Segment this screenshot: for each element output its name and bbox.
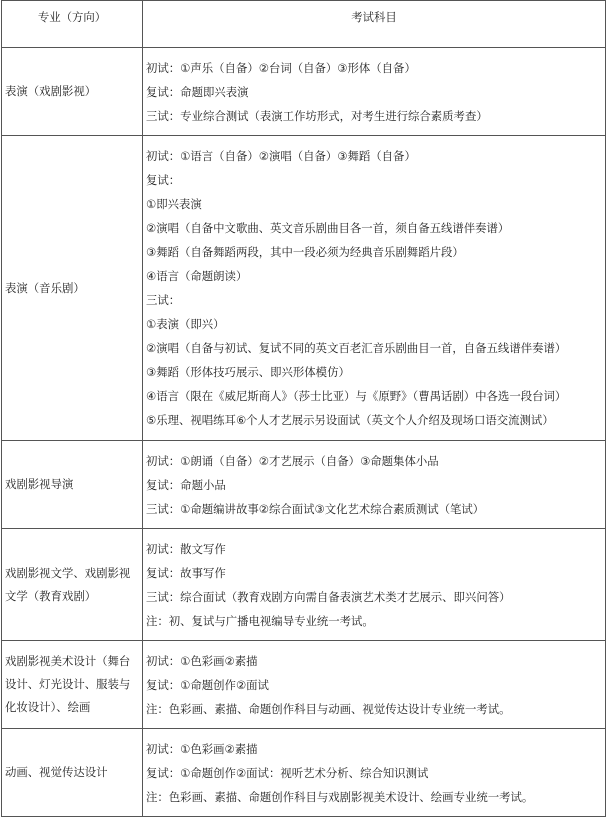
subject-line: ②演唱（自备中文歌曲、英文音乐剧曲目各一首，须自备五线谱伴奏谱）	[146, 221, 510, 235]
subject-line: 初试：①声乐（自备）②台词（自备）③形体（自备）	[146, 60, 416, 75]
subject-line: ①即兴表演	[146, 197, 202, 211]
table-row	[2, 136, 606, 441]
table-row	[2, 641, 606, 729]
subject-line: ④语言（限在《威尼斯商人》（莎士比亚）与《原野》（曹禺话剧）中各选一段台词）	[146, 389, 567, 403]
table-header-row	[2, 1, 606, 48]
subject-line: 初试：①朗诵（自备）②才艺展示（自备）③命题集体小品	[146, 453, 439, 468]
header-subjects: 考试科目	[143, 1, 606, 48]
table-row	[2, 529, 606, 641]
subject-line: ②演唱（自备与初试、复试不同的英文百老汇音乐剧曲目一首，自备五线谱伴奏谱）	[146, 341, 567, 355]
table-row	[2, 729, 606, 817]
subject-line: ④语言（命题朗读）	[146, 269, 248, 283]
subjects-cell	[143, 136, 606, 441]
subjects-cell	[143, 441, 606, 529]
subject-line: ①表演（即兴）	[146, 317, 225, 331]
exam-subjects-table	[1, 0, 606, 817]
subjects-cell	[143, 729, 606, 817]
subject-line: 复试：命题小品	[146, 477, 226, 492]
subject-line: 复试：	[146, 173, 181, 187]
table-row	[2, 48, 606, 136]
major-cell: 戏剧影视美术设计（舞台设计、灯光设计、服装与化妆设计）、绘画	[2, 641, 143, 729]
subject-line: 注：色彩画、素描、命题创作科目与戏剧影视美术设计、绘画专业统一考试。	[146, 789, 534, 804]
major-cell: 动画、视觉传达设计	[2, 729, 143, 817]
subject-line: ③舞蹈（自备舞蹈两段，其中一段必须为经典音乐剧舞蹈片段）	[146, 245, 464, 259]
major-cell: 表演（音乐剧）	[2, 136, 143, 441]
subject-line: 注：初、复试与广播电视编导专业统一考试。	[146, 613, 374, 628]
subject-line: 注：色彩画、素描、命题创作科目与动画、视觉传达设计专业统一考试。	[146, 701, 511, 716]
table-row	[2, 441, 606, 529]
subject-line: 初试：散文写作	[146, 541, 226, 556]
subject-line: 复试：故事写作	[146, 565, 226, 580]
subject-line: ⑤乐理、视唱练耳⑥个人才艺展示另设面试（英文个人介绍及现场口语交流测试）	[146, 413, 554, 427]
subjects-cell	[143, 641, 606, 729]
subject-line: 三试：专业综合测试（表演工作坊形式，对考生进行综合素质考查）	[146, 108, 488, 123]
subject-line: 复试：①命题创作②面试	[146, 677, 269, 692]
subject-line: ③舞蹈（形体技巧展示、即兴形体模仿）	[146, 365, 350, 379]
subject-line: 复试：命题即兴表演	[146, 84, 249, 99]
subjects-cell	[143, 48, 606, 136]
major-cell: 表演（戏剧影视）	[2, 48, 143, 136]
subjects-cell	[143, 529, 606, 641]
subject-line: 三试：综合面试（教育戏剧方向需自备表演艺术类才艺展示、即兴问答）	[146, 589, 511, 604]
header-major: 专业（方向）	[2, 1, 143, 48]
major-cell: 戏剧影视导演	[2, 441, 143, 529]
subject-line: 三试：	[146, 293, 181, 307]
subject-line: 复试：①命题创作②面试：视听艺术分析、综合知识测试	[146, 765, 429, 780]
subject-line: 初试：①语言（自备）②演唱（自备）③舞蹈（自备）	[146, 149, 416, 163]
subject-line: 三试：①命题编讲故事②综合面试③文化艺术综合素质测试（笔试）	[146, 501, 485, 516]
major-cell: 戏剧影视文学、戏剧影视文学（教育戏剧）	[2, 529, 143, 641]
subject-line: 初试：①色彩画②素描	[146, 741, 258, 756]
subject-line: 初试：①色彩画②素描	[146, 653, 258, 668]
